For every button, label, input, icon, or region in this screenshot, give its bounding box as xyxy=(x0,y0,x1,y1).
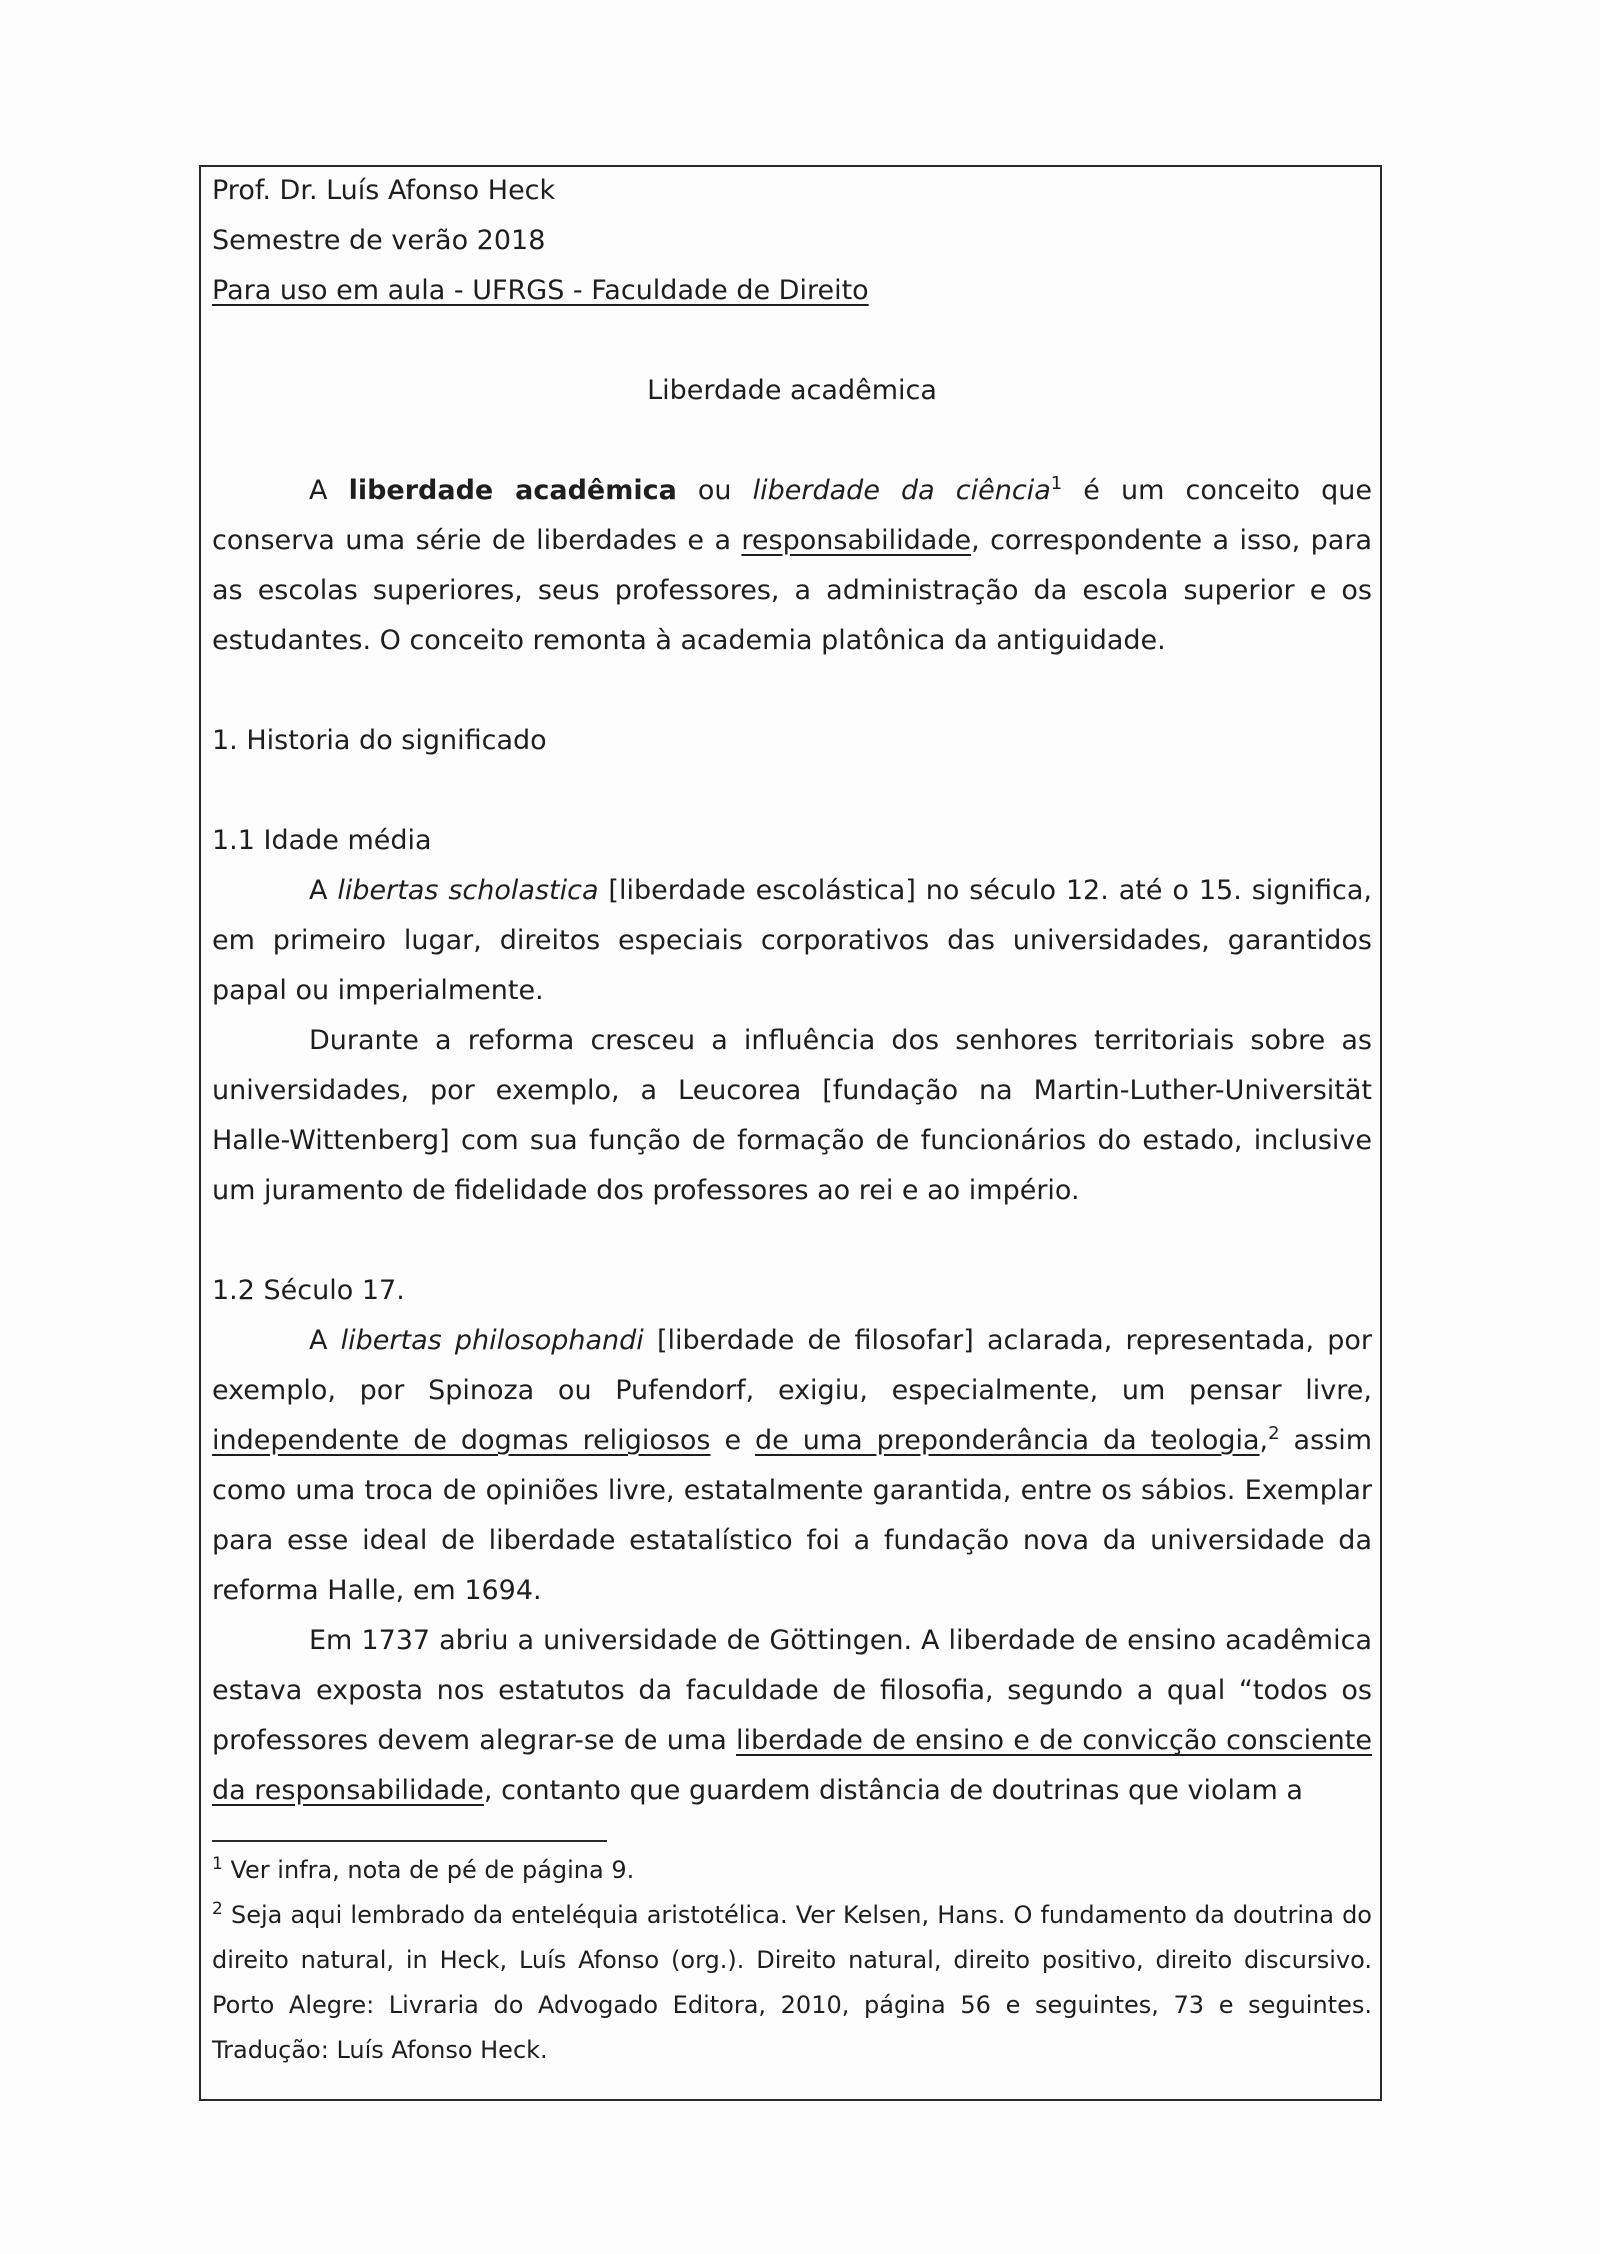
footnote-2: $^2$ Seja aqui lembrado da enteléquia aristotélica. Ver Kelsen, Hans. O fundamento da doutrina do direito natural, in Heck, Luís Afonso (org.). Direito natural, direito positivo, direito discursivo. Porto Alegre: Livraria do Advogado Editora, 2010, página 56 e seguintes, 73 e seguintes. Tradução: Luís Afonso Heck. xyxy=(212,1899,1372,2064)
subsection-heading-1-1: 1.1 Idade média xyxy=(212,825,432,856)
header-usage: Para uso em aula - UFRGS - Faculdade de Direito xyxy=(212,275,869,306)
footnote-ref-1: 1 xyxy=(1050,473,1063,494)
header-semester: Semestre de verão 2018 xyxy=(212,225,546,256)
header-author: Prof. Dr. Luís Afonso Heck xyxy=(212,175,556,206)
term-italic: liberdade da ciência xyxy=(752,475,1051,506)
term-bold: liberdade acadêmica xyxy=(348,475,677,506)
paragraph-libertas-scholastica: A libertas scholastica [liberdade escolástica] no século 12. até o 15. significa, em primeiro lugar, direitos especiais corporativos das universidades, garantidos papal ou imperialmente. xyxy=(212,875,1372,1006)
section-heading-1: 1. Historia do significado xyxy=(212,725,547,756)
paragraph-reforma: Durante a reforma cresceu a influência dos senhores territoriais sobre as universidades, por exemplo, a Leucorea [fundação na Martin-Luther-Universität Halle-Wittenberg] com sua função de formação de funcionários do estado, inclusive um juramento de fidelidade dos professores ao rei e ao império. xyxy=(212,1025,1372,1206)
footnote-1: $^1$ Ver infra, nota de pé de página 9. xyxy=(212,1854,635,1884)
document-title: Liberdade acadêmica xyxy=(647,375,937,406)
paragraph-gottingen: Em 1737 abriu a universidade de Göttingen. A liberdade de ensino acadêmica estava exposta nos estatutos da faculdade de filosofia, segundo a qual “todos os professores devem alegrar-se de uma liberdade de ensino e de convicção consciente da responsabilidade, contanto que guardem distância de doutrinas que violam a xyxy=(212,1625,1372,1806)
paragraph-libertas-philosophandi: A libertas philosophandi [liberdade de filosofar] aclarada, representada, por exemplo, por Spinoza ou Pufendorf, exigiu, especialmente, um pensar livre, independente de dogmas religiosos e de uma preponderância da teologia,$^2$ assim como uma troca de opiniões livre, estatalmente garantida, entre os sábios. Exemplar para esse ideal de liberdade estatalístico foi a fundação nova da universidade da reforma Halle, em 1694. xyxy=(212,1325,1373,1606)
document-body xyxy=(212,166,1372,2073)
underlined-term: responsabilidade xyxy=(741,525,972,556)
intro-paragraph: A liberdade acadêmica ou liberdade da ciência$^1$ é um conceito que conserva uma série de liberdades e a responsabilidade, correspondente a isso, para as escolas superiores, seus professores, a administração da escola superior e os estudantes. O conceito remonta à academia platônica da antiguidade. xyxy=(212,473,1373,656)
subsection-heading-1-2: 1.2 Século 17. xyxy=(212,1275,405,1306)
footnote-ref-2: 2 xyxy=(1268,1423,1280,1444)
footnote-separator xyxy=(212,1840,607,1842)
